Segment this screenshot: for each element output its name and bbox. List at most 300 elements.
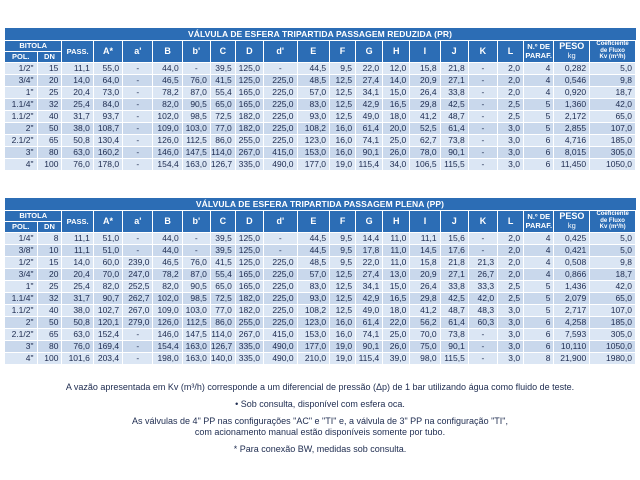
table-cell: 2,5 [498,110,524,122]
table-cell: 490,0 [263,158,297,170]
dimension-header: b' [182,210,210,232]
table-row [5,256,636,268]
table-cell: 72,5 [210,292,235,304]
table-cell: 239,0 [123,256,153,268]
table-cell: 247,0 [123,268,153,280]
table-cell: 2,0 [498,74,524,86]
kv-note: A vazão apresentada em Kv (m³/h) corresponde a um diferencial de pressão (Δp) de 1 bar utilizando água como fluido de teste. [65,382,575,392]
dimension-header: b' [182,40,210,62]
table-row [5,352,636,364]
table-cell: 12,5 [330,268,356,280]
table-cell: 163,0 [182,352,210,364]
table-cell: 3/4" [5,74,38,86]
table-cell: 42,5 [440,98,468,110]
table-row [5,86,636,98]
table-cell: 86,0 [210,134,235,146]
table-cell: 120,1 [93,316,122,328]
table-cell: 46,5 [153,74,182,86]
dimension-header: E [297,40,330,62]
table-cell: 153,0 [297,146,330,158]
table-cell: 115,4 [356,352,383,364]
table-cell: 93,7 [93,110,122,122]
table-cell: 153,0 [297,328,330,340]
hollow-ball-note: • Sob consulta, disponível com esfera oca. [235,399,405,409]
table-cell: 11,1 [62,244,93,256]
dimension-header: J [440,210,468,232]
table-cell: 33,8 [440,86,468,98]
table-cell: 203,4 [93,352,122,364]
table-cell: 57,0 [297,268,330,280]
table-cell: 3" [5,146,38,158]
dimension-header: I [410,210,440,232]
table-cell: 32 [37,98,62,110]
header-line: Coeficiente [596,41,629,48]
pol-header: POL. [5,51,38,62]
table-cell: 225,0 [264,292,298,304]
table-cell: 2,0 [498,256,524,268]
table-cell: 2,855 [554,122,590,134]
table-row [5,158,636,170]
table-cell: 41,5 [210,256,235,268]
table-cell: - [123,122,153,134]
table-cell: - [468,146,497,158]
table-cell: 20 [37,268,62,280]
table-cell: - [182,232,210,244]
table-cell: 34,0 [383,158,410,170]
table-cell: 114,0 [210,146,235,158]
table-cell: 225,0 [263,74,297,86]
table-cell: 60,0 [93,256,122,268]
table-cell: 27,4 [356,268,383,280]
table-cell: 8 [524,352,554,364]
table-cell: 19,0 [330,158,356,170]
table-cell: 16,0 [330,146,356,158]
table-cell: 4 [524,62,554,74]
table-cell: 25 [37,86,62,98]
header-line: PARAF. [525,221,553,230]
table-cell: 9,8 [590,74,636,86]
table-cell: 72,5 [210,110,235,122]
table-cell: 14,0 [62,74,93,86]
pass-header: PASS. [62,40,93,62]
table-cell: 177,0 [297,158,330,170]
weight-header [554,40,590,62]
table-cell: 0,920 [554,86,590,98]
table-cell: 146,0 [153,328,182,340]
table-cell: - [263,62,297,74]
table-cell: 147,5 [182,146,210,158]
table-cell: 21,900 [554,352,590,364]
table-cell: 29,8 [410,292,440,304]
header-line: PESO [559,211,585,221]
table-cell: 165,0 [235,268,263,280]
table-cell: 5 [524,280,554,292]
table-cell: 255,0 [235,316,263,328]
pp-config-note-line2: com acionamento manual estão disponíveis somente por tubo. [194,427,446,437]
table-cell: 25,4 [62,280,93,292]
table-cell: 3" [5,340,38,352]
table-cell: 5 [524,122,554,134]
table-cell: 125,0 [235,62,263,74]
table-cell: 19,0 [330,352,356,364]
table-cell: 225,0 [264,304,298,316]
table-cell: 125,0 [235,256,263,268]
table-cell: 74,1 [356,328,383,340]
table-cell: - [468,244,497,256]
table-cell: 2" [5,316,38,328]
table-cell: 87,0 [182,268,210,280]
table-cell: 210,0 [297,352,330,364]
table-cell: 80 [37,146,62,158]
table-cell: 70,0 [93,268,122,280]
table-cell: 126,0 [153,316,182,328]
table-row [5,146,636,158]
table-cell: 182,0 [235,304,263,316]
table-cell: 60,3 [468,316,497,328]
table-cell: 55,4 [210,86,235,98]
table-cell: - [123,328,153,340]
table-cell: 125,0 [235,244,263,256]
table-cell: 46,5 [153,256,182,268]
header-line: PESO [559,41,585,51]
table-cell: 42,0 [590,280,636,292]
table-cell: 102,0 [153,292,182,304]
table-cell: 4 [524,256,554,268]
header-line: kg [567,51,576,60]
table-cell: 52,5 [410,122,440,134]
table-cell: 55,0 [93,62,122,74]
table-cell: - [264,232,298,244]
dimension-header: K [468,40,497,62]
table-cell: - [264,244,298,256]
table-cell: 335,0 [235,352,263,364]
table-cell: 415,0 [264,328,298,340]
table-cell: 0,282 [554,62,590,74]
table-cell: 50,8 [62,316,93,328]
table-cell: 267,0 [235,146,263,158]
table-cell: 12,0 [383,62,410,74]
table-cell: 16,0 [330,122,356,134]
table-cell: 115,5 [440,158,468,170]
table-cell: 90,5 [182,280,210,292]
table-cell: 160,2 [93,146,122,158]
table-cell: 62,7 [410,134,440,146]
table-cell: 146,0 [153,146,182,158]
table-cell: 50 [37,316,62,328]
table-row [5,268,636,280]
table-cell: 90,1 [440,340,468,352]
table-cell: 182,0 [235,110,263,122]
table-cell: 18,7 [590,86,636,98]
table-cell: 90,1 [356,146,383,158]
table-cell: 44,5 [297,62,330,74]
table-cell: 3,0 [498,352,524,364]
table-cell: 27,1 [440,268,468,280]
table-cell: - [468,122,497,134]
pass-header: PASS. [62,210,93,232]
table-cell: 12,5 [330,292,356,304]
table-cell: 102,7 [93,304,122,316]
table-cell: 20 [37,74,62,86]
table-cell: 39,5 [210,62,235,74]
table-cell: 39,5 [210,232,235,244]
dimension-header: D [235,210,263,232]
table-cell: 9,8 [590,256,636,268]
table-cell: 11,1 [410,232,440,244]
dimension-header: F [330,210,356,232]
table-cell: 279,0 [123,316,153,328]
table-cell: 48,7 [440,304,468,316]
table-cell: 11,450 [554,158,590,170]
table-cell: 3,0 [498,134,524,146]
table-cell: 5 [524,110,554,122]
table-cell: 123,0 [297,316,330,328]
table-cell: - [468,158,497,170]
table-cell: 2,5 [498,292,524,304]
dimension-header: H [383,40,410,62]
table-cell: - [468,98,497,110]
table-cell: 63,0 [62,146,93,158]
table-cell: 55,4 [210,268,235,280]
table-cell: 140,0 [210,352,235,364]
bitola-header: BITOLA [5,40,62,51]
header-line: PARAF. [525,51,552,60]
table-cell: 17,8 [356,244,383,256]
table-cell: 1050,0 [590,158,636,170]
table-cell: 98,5 [182,110,210,122]
dimension-header: C [210,40,235,62]
table-cell: 21,8 [440,62,468,74]
bolt-count-header [524,210,554,232]
table-cell: 305,0 [590,328,636,340]
table-cell: 4 [524,244,554,256]
table-cell: 41,2 [410,110,440,122]
table-cell: 109,0 [153,304,182,316]
table-cell: 14,0 [383,74,410,86]
table-cell: 20,9 [410,268,440,280]
table-cell: 26,4 [410,280,440,292]
table-cell: 182,0 [235,122,263,134]
table-cell: 2,5 [498,280,524,292]
table-cell: 38,0 [62,304,93,316]
table-cell: 4" [5,352,38,364]
table-cell: 114,0 [210,328,235,340]
table-cell: 154,4 [153,158,182,170]
header-line: de Fluxo [600,217,625,224]
table-cell: 33,8 [440,280,468,292]
table-cell: 4,258 [554,316,590,328]
dn-header: DN [37,221,62,232]
table-cell: 4,716 [554,134,590,146]
table-cell: 12,5 [330,98,356,110]
table-cell: - [468,340,497,352]
table-cell: 11,1 [62,232,93,244]
table-cell: 1/4" [5,232,38,244]
table-cell: 2,0 [498,244,524,256]
weight-header [554,210,590,232]
table-cell: 198,0 [153,352,182,364]
table-cell: 3/8" [5,244,38,256]
dimension-header: J [440,40,468,62]
table-cell: 3,0 [498,122,524,134]
table-cell: - [123,86,153,98]
table-cell: 39,5 [210,244,235,256]
table-cell: 152,4 [93,328,122,340]
table-cell: 39,0 [383,352,410,364]
table-cell: 14,5 [410,244,440,256]
table-cell: 126,0 [153,134,182,146]
table-cell: - [468,74,497,86]
table-cell: 163,0 [182,340,210,352]
table-cell: 61,4 [440,316,468,328]
table-cell: 6 [524,158,554,170]
table-cell: - [123,232,153,244]
table-cell: 9,5 [330,244,356,256]
table-cell: 90,1 [440,146,468,158]
table-cell: 15,0 [383,86,410,98]
table-row [5,74,636,86]
table-cell: 57,0 [297,86,330,98]
table-cell: 112,5 [182,134,210,146]
table-cell: 103,0 [182,122,210,134]
table-row [5,110,636,122]
table-cell: 6 [524,328,554,340]
dimension-header: F [330,40,356,62]
table-cell: 14,0 [62,256,93,268]
table-cell: 490,0 [264,340,298,352]
table-cell: 3/4" [5,268,38,280]
header-line: Kv (m³/h) [599,54,626,61]
table-cell: 126,7 [210,340,235,352]
table-cell: 2,717 [554,304,590,316]
table-cell: 225,0 [263,134,297,146]
table-cell: 38,0 [62,122,93,134]
table-cell: - [468,232,497,244]
header-line: kg [567,221,576,230]
table-cell: 26,0 [383,340,410,352]
table-cell: 1,360 [554,98,590,110]
table-cell: 415,0 [263,146,297,158]
table-cell: 2,079 [554,292,590,304]
table-cell: 20,9 [410,74,440,86]
table-cell: 9,5 [330,256,356,268]
table-cell: - [123,244,153,256]
table-cell: 165,0 [235,86,263,98]
table-cell: 8 [37,232,62,244]
table-cell: 78,0 [410,146,440,158]
table-cell: 78,2 [153,268,182,280]
table-title: VÁLVULA DE ESFERA TRIPARTIDA PASSAGEM PLENA (PP) [5,198,636,210]
table-cell: 50,8 [62,134,93,146]
table-cell: 80 [37,340,62,352]
table-cell: 5,0 [590,62,636,74]
table-cell: 12,5 [330,110,356,122]
table-cell: 42,0 [468,292,497,304]
dimension-header: A* [93,210,122,232]
dimension-header: L [498,210,524,232]
table-cell: 18,0 [383,304,410,316]
table-cell: 107,0 [590,304,636,316]
table-cell: 2.1/2" [5,134,38,146]
table-cell: 225,0 [263,98,297,110]
table-cell: 6 [524,134,554,146]
table-cell: 42,0 [590,98,636,110]
flow-coefficient-header [590,40,636,62]
table-cell: 125,0 [235,74,263,86]
table-cell: 177,0 [297,340,330,352]
table-cell: 48,5 [297,74,330,86]
table-cell: 26,7 [468,268,497,280]
table-cell: 31,7 [62,292,93,304]
table-cell: 26,0 [383,146,410,158]
table-cell: 5,0 [590,232,636,244]
header-line: Kv (m³/h) [599,224,626,231]
table-cell: 11,1 [62,62,93,74]
table-cell: 1.1/4" [5,292,38,304]
table-cell: 76,0 [62,340,93,352]
table-cell: 70,0 [410,328,440,340]
table-cell: 29,8 [410,98,440,110]
table-cell: 3,0 [498,340,524,352]
table-cell: 0,546 [554,74,590,86]
table-cell: 225,0 [264,316,298,328]
table-cell: - [123,74,153,86]
table-cell: 13,0 [383,268,410,280]
table-cell: 19,0 [330,340,356,352]
table-cell: 3,0 [498,304,524,316]
dn-header: DN [37,51,62,62]
reduced-bore-table [4,28,636,171]
table-cell: 48,7 [440,110,468,122]
table-cell: 18,7 [590,268,636,280]
table-cell: 3,0 [498,146,524,158]
dimension-header: d' [263,40,297,62]
table-cell: 15,6 [440,232,468,244]
table-cell: 1" [5,280,38,292]
table-row [5,232,636,244]
dimension-header: A* [93,40,122,62]
dimension-header: d' [264,210,298,232]
table-cell: 2,0 [498,62,524,74]
table-cell: 4 [524,86,554,98]
table-cell: 8,015 [554,146,590,158]
table-cell: 44,5 [297,244,330,256]
table-cell: 42,5 [440,292,468,304]
table-cell: - [123,110,153,122]
table-cell: 44,0 [153,62,182,74]
table-cell: - [182,244,210,256]
table-cell: 163,0 [182,158,210,170]
table-cell: 90,1 [356,340,383,352]
table-cell: 49,0 [356,304,383,316]
table-row [5,280,636,292]
dimension-header: I [410,40,440,62]
dimension-header: B [153,210,182,232]
table-cell: 115,5 [440,352,468,364]
full-bore-table [4,198,636,365]
table-cell: 4 [524,74,554,86]
dimension-header: E [297,210,330,232]
table-cell: 262,7 [123,292,153,304]
table-cell: 267,0 [235,328,263,340]
table-cell: - [468,62,497,74]
table-title: VÁLVULA DE ESFERA TRIPARTIDA PASSAGEM REDUZIDA (PR) [5,28,636,40]
table-cell: 2,172 [554,110,590,122]
table-cell: 2,0 [498,232,524,244]
table-cell: 2,0 [498,86,524,98]
table-cell: 2" [5,122,38,134]
table-cell: 3,0 [498,328,524,340]
